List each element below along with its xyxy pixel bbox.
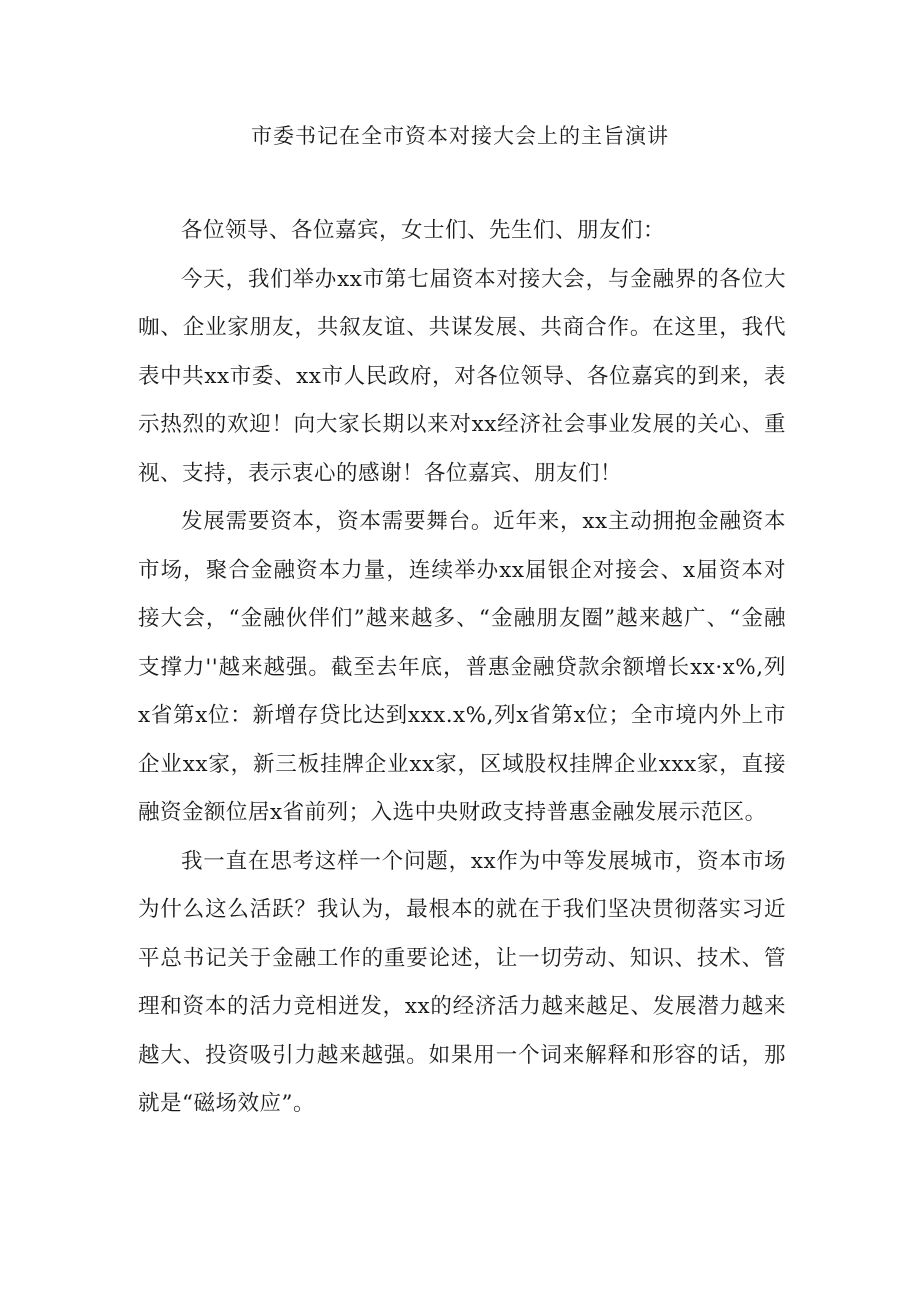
- welcome-paragraph: 今天，我们举办xx市第七届资本对接大会，与金融界的各位大咖、企业家朋友，共叙友谊、共谋发展、共商合作。在这里，我代表中共xx市委、xx市人民政府，对各位领导、各位嘉宾的到来，表示热烈的欢迎！向大家长期以来对xx经济社会事业发展的关心、重视、支持，表示衷心的感谢！各位嘉宾、朋友们！: [138, 266, 786, 486]
- reflection-paragraph: 我一直在思考这样一个问题，xx作为中等发展城市，资本市场为什么这么活跃？我认为，最根本的就在于我们坚决贯彻落实习近平总书记关于金融工作的重要论述，让一切劳动、知识、技术、管理和资本的活力竞相迸发，xx的经济活力越来越足、发展潜力越来越大、投资吸引力越来越强。如果用一个词来解释和形容的话，那就是“磁场效应”。: [138, 848, 786, 1116]
- document-body: [138, 207, 786, 1129]
- document-title: 市委书记在全市资本对接大会上的主旨演讲: [251, 124, 669, 148]
- salutation-paragraph: 各位领导、各位嘉宾，女士们、先生们、朋友们：: [181, 218, 666, 243]
- development-paragraph: 发展需要资本，资本需要舞台。近年来，xx主动拥抱金融资本市场，聚合金融资本力量，连续举办xx届银企对接会、x届资本对接大会，“金融伙伴们”越来越多、“金融朋友圈”越来越广、“金融支撑力''越来越强。截至去年底，普惠金融贷款余额增长xx·x%,列x省第x位：新增存贷比达到xxx.x%,列x省第x位；全市境内外上市企业xx家，新三板挂牌企业xx家，区域股权挂牌企业xxx家，直接融资金额位居x省前列；入选中央财政支持普惠金融发展示范区。: [138, 509, 786, 825]
